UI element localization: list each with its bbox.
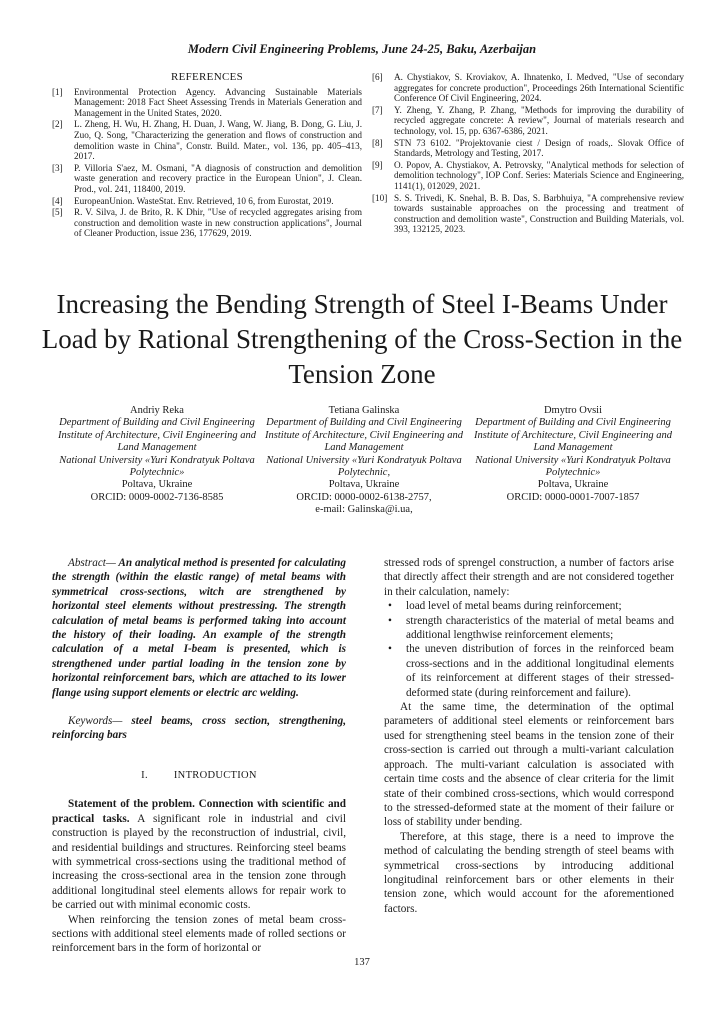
left-text-column (52, 556, 346, 956)
right-text-column (384, 556, 674, 916)
reference-item (372, 105, 684, 137)
intro-text: A significant role in industrial and civil construction is played by the reconstruction of industrial, civil, and residential buildings and structures. Reinforcing steel beams with symmetrical cross-sections using the traditional method of increasing the cross-sectional area in the tension zone through additional longitudinal steel elements allows for repair work to be carried out with minimal economic costs. (52, 812, 347, 912)
author-department: Department of Building and Civil Engineering Institute of Architecture, Civil Engineering and Land Management (474, 417, 672, 454)
abstract-label: Abstract— (68, 557, 116, 569)
author-email: e-mail: Galinska@i.ua, (315, 504, 413, 516)
author-university: National University «Yuri Kondratyuk Poltava Polytechnic, (266, 454, 462, 479)
abstract-text: An analytical method is presented for calculating the strength (within the elastic range) of metal beams with symmetrical cross-sections, witch are strengthened by horizontal steel elements without prestressing. The strength calculation of metal beams is performed taking into account the history of their loading. An example of the strength calculation of a metal I-beam is presented, which is strengthened under partial loading in the tension zone by horizontal reinforcement bars, which are attached to its lower flange using support elements or electric arc welding. (52, 557, 346, 699)
reference-item (372, 72, 684, 104)
section-heading (52, 769, 346, 783)
author-university: National University «Yuri Kondratyuk Poltava Polytechnic» (475, 454, 671, 479)
factor-list (384, 599, 674, 700)
intro-paragraph-1 (52, 797, 346, 912)
abstract (52, 556, 346, 700)
section-title: INTRODUCTION (173, 769, 257, 781)
reference-number: [3] (52, 162, 63, 173)
reference-item (52, 196, 362, 207)
reference-text: STN 73 6102. "Projektovanie ciest / Design of roads,. Slovak Office of Standards, Metrology and Testing, 2017. (394, 137, 684, 159)
references-right-column (372, 72, 684, 236)
reference-text: R. V. Silva, J. de Brito, R. K Dhir, "Use of recycled aggregates arising from construction and demolition waste in new construction applications", Journal of Cleaner Production, issue 236, 177629, 2019. (74, 207, 362, 239)
body-paragraph: At the same time, the determination of the optimal parameters of additional steel elements or reinforcement bars used for strengthening steel beams in the tension zone of their cross-section is carried out through a multi-variant calculation approach. The multi-variant calculation is associated with certain time costs and the absence of clear criteria for the limit state of their combined cross-sections, which would correspond to the stressed-deformed state at the moment of their failure or loss of stability under bending. (384, 701, 674, 829)
author-name: Dmytro Ovsii (543, 405, 603, 416)
body-paragraph: Therefore, at this stage, there is a need to improve the method of calculating the bending strength of steel beams with symmetrical cross-sections by introducing additional longitudinal reinforcement bars or other elements in their tension zone, which would account for the aforementioned factors. (384, 830, 674, 915)
paper-title: Increasing the Bending Strength of Steel I-Beams Under Load by Rational Strengthening of the Cross-Section in the Tension Zone (41, 289, 683, 389)
author-department: Department of Building and Civil Engineering Institute of Architecture, Civil Engineering and Land Management (58, 417, 256, 454)
author-university: National University «Yuri Kondratyuk Poltava Polytechnic» (59, 454, 255, 479)
author-city: Poltava, Ukraine (121, 479, 193, 491)
author-name: Andriy Reka (130, 405, 184, 416)
reference-text: Environmental Protection Agency. Advancing Sustainable Materials Management: 2018 Fact Sheet Assessing Trends in Materials Generation and Management in the United States, 2020. (74, 86, 362, 118)
author-block (468, 405, 678, 504)
author-city: Poltava, Ukraine (328, 479, 400, 491)
list-item: • the uneven distribution of forces in the reinforced beam cross-sections and in the additional longitudinal elements of its reinforcement at different stages of their stressed-deformed state (during reinforcement and failure). (406, 642, 674, 700)
keywords (52, 714, 346, 743)
author-name: Tetiana Galinska (328, 405, 400, 416)
reference-number: [7] (372, 104, 383, 115)
references-left-column (52, 72, 362, 240)
reference-item (372, 138, 684, 159)
reference-number: [5] (52, 207, 63, 218)
page-number: 137 (354, 957, 370, 968)
references-title: REFERENCES (170, 71, 244, 83)
section-number: I. (141, 769, 148, 781)
author-city: Poltava, Ukraine (537, 479, 609, 491)
reference-text: L. Zheng, H. Wu, H. Zhang, H. Duan, J. Wang, W. Jiang, B. Dong, G. Liu, J. Zuo, Q. Song, "Characterizing the generation and flows of construction and demolition waste in China", Constr. Build. Mater., vol. 136, pp. 405–413, 2017. (74, 119, 362, 162)
reference-number: [6] (372, 72, 383, 82)
intro-lead: Statement of the problem. Connection with scientific and practical tasks. (52, 798, 346, 825)
reference-text: S. S. Trivedi, K. Snehal, B. B. Das, S. Barbhuiya, "A comprehensive review towards sustainable approaches on the processing and treatment of construction and demolition waste", Construction and Building Materials, vol. 393, 132125, 2023. (394, 192, 684, 235)
keywords-label: Keywords— (68, 715, 123, 728)
reference-number: [10] (372, 192, 388, 203)
running-header: Modern Civil Engineering Problems, June 24-25, Baku, Azerbaijan (187, 42, 537, 56)
body-paragraph: stressed rods of sprengel construction, a number of factors arise that directly affect their strength and are not considered together in their calculation, namely: (384, 557, 674, 598)
keywords-text: steel beams, cross section, strengthening, reinforcing bars (52, 715, 346, 742)
reference-number: [1] (52, 86, 63, 97)
reference-number: [9] (372, 159, 383, 170)
author-orcid: ORCID: 0009-0002-7136-8585 (90, 491, 224, 503)
author-block (52, 405, 262, 504)
reference-item (372, 160, 684, 192)
reference-item (372, 193, 684, 235)
reference-text: O. Popov, A. Chystiakov, A. Petrovsky, "Analytical methods for selection of demolition technology", IOP Conf. Series: Materials Science and Engineering, 1141(1), 012029, 2021. (394, 159, 684, 191)
reference-item (52, 119, 362, 161)
reference-text: A. Chystiakov, S. Kroviakov, A. Ihnatenko, I. Medved, "Use of secondary aggregates for concrete production", Proceedings 26th International Scientific Conference Of Civil Engineering, 2024. (394, 72, 684, 104)
intro-paragraph-2: When reinforcing the tension zones of metal beam cross-sections with additional steel elements made of rolled sections or reinforcement bars in the form of horizontal or (52, 913, 346, 955)
list-item: • load level of metal beams during reinforcement; (406, 599, 674, 613)
list-item: • strength characteristics of the material of metal beams and additional lengthwise reinforcement elements; (406, 614, 674, 643)
reference-number: [2] (52, 119, 63, 130)
reference-item (52, 163, 362, 195)
reference-text: Y. Zheng, Y. Zhang, P. Zhang, "Methods for improving the durability of recycled aggregate concrete: A review", Journal of materials research and technology, vol. 15, pp. 6367-6386, 2021. (394, 104, 684, 136)
author-department: Department of Building and Civil Engineering Institute of Architecture, Civil Engineering and Land Management (265, 417, 463, 454)
reference-text: P. Villoria S'aez, M. Osmani, "A diagnosis of construction and demolition waste generation and recovery practice in the European Union", J. Clean. Prod., vol. 241, 118400, 2019. (74, 162, 362, 194)
author-block (259, 405, 469, 517)
author-orcid: ORCID: 0000-0002-6138-2757, (296, 491, 432, 503)
reference-number: [4] (52, 195, 63, 206)
reference-item (52, 207, 362, 239)
reference-item (52, 87, 362, 119)
author-orcid: ORCID: 0000-0001-7007-1857 (506, 491, 640, 503)
reference-text: EuropeanUnion. WasteStat. Env. Retrieved, 10 6, from Eurostat, 2019. (74, 195, 334, 206)
reference-number: [8] (372, 137, 383, 148)
